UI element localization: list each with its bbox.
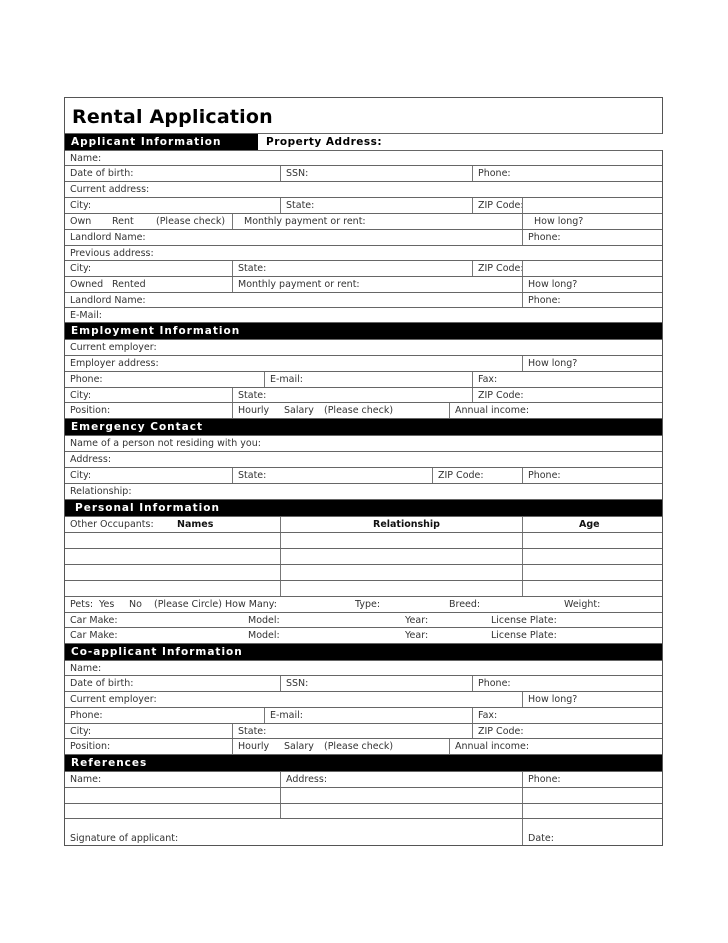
section-title: Emergency Contact <box>71 421 203 433</box>
year-label: Year: <box>405 615 429 626</box>
form-row <box>65 355 662 371</box>
name-field[interactable] <box>65 151 662 165</box>
phone-field[interactable] <box>65 708 264 723</box>
label: Relationship: <box>70 486 132 497</box>
pets-field[interactable] <box>65 597 662 612</box>
reference-phone-cell[interactable] <box>522 804 662 818</box>
label: City: <box>70 200 92 211</box>
form-row <box>65 339 662 355</box>
label: Position: <box>70 741 111 752</box>
label: City: <box>70 390 92 401</box>
label: Phone: <box>70 374 103 385</box>
city-field[interactable] <box>65 198 280 213</box>
form-row <box>65 292 662 307</box>
car-row <box>65 627 662 643</box>
label: Current employer: <box>70 694 157 705</box>
state-field[interactable] <box>232 724 472 738</box>
label: ZIP Code: <box>478 263 524 274</box>
zip-field[interactable] <box>472 724 662 738</box>
owned-option[interactable]: Owned <box>70 279 104 290</box>
reference-name-field[interactable] <box>65 772 280 787</box>
reference-phone-cell[interactable] <box>522 788 662 803</box>
section-header-personal <box>65 499 662 516</box>
form-row <box>65 213 662 229</box>
form-row <box>65 660 662 675</box>
hourly-option[interactable]: Hourly <box>238 405 270 416</box>
own-rent-check[interactable] <box>65 214 232 229</box>
state-field[interactable] <box>232 468 432 483</box>
label: How long? <box>534 216 584 227</box>
phone-field[interactable] <box>472 166 662 181</box>
section-header-employment <box>65 322 662 339</box>
annual-income-field[interactable] <box>449 739 662 754</box>
rented-option[interactable]: Rented <box>112 279 146 290</box>
page-title: Rental Application <box>72 106 273 128</box>
form-row <box>65 165 662 181</box>
fax-field[interactable] <box>472 372 662 387</box>
phone-field[interactable] <box>65 372 264 387</box>
pets-yes-option[interactable]: Yes <box>99 599 115 610</box>
occupant-age-cell[interactable] <box>522 565 662 580</box>
label: Landlord Name: <box>70 295 146 306</box>
label: State: <box>238 263 267 274</box>
year-label: Year: <box>405 630 429 641</box>
position-field[interactable] <box>65 403 232 418</box>
previous-address-field[interactable] <box>65 246 662 260</box>
reference-row <box>65 787 662 803</box>
label: Current address: <box>70 184 150 195</box>
label: E-mail: <box>270 374 303 385</box>
license-label: License Plate: <box>491 630 557 641</box>
occupant-relationship-cell[interactable] <box>280 581 522 596</box>
form-row <box>65 738 662 754</box>
label: Previous address: <box>70 248 154 259</box>
model-label: Model: <box>248 615 280 626</box>
label: Annual income: <box>455 405 530 416</box>
occupant-relationship-cell[interactable] <box>280 549 522 564</box>
section-header-references <box>65 754 662 771</box>
label: ZIP Code: <box>478 200 524 211</box>
reference-row <box>65 771 662 787</box>
pets-no-option[interactable]: No <box>129 599 142 610</box>
zip-field[interactable] <box>432 468 522 483</box>
label: Date: <box>528 833 554 844</box>
label: Employer address: <box>70 358 159 369</box>
form-row <box>65 675 662 691</box>
occupants-names-header <box>65 517 280 532</box>
signature-row <box>65 818 662 845</box>
city-field[interactable] <box>65 724 232 738</box>
label: Phone: <box>478 168 511 179</box>
label: Current employer: <box>70 342 157 353</box>
label: Address: <box>286 774 328 785</box>
label: Name of a person not residing with you: <box>70 438 261 449</box>
section-header-emergency <box>65 418 662 435</box>
occupant-name-cell[interactable] <box>65 581 280 596</box>
relationship-field[interactable] <box>65 484 662 499</box>
section-title: Co-applicant Information <box>71 646 243 658</box>
section-title: Personal Information <box>75 502 220 514</box>
label: Name: <box>70 774 102 785</box>
dob-field[interactable] <box>65 676 280 691</box>
salary-option[interactable]: Salary <box>284 405 314 416</box>
section-header-coapplicant <box>65 643 662 660</box>
label: Date of birth: <box>70 168 134 179</box>
label: SSN: <box>286 168 309 179</box>
form-row <box>65 483 662 499</box>
how-long-field[interactable] <box>522 356 662 371</box>
reference-address-field[interactable] <box>280 772 522 787</box>
section-title: Applicant Information <box>71 136 222 148</box>
current-address-field[interactable] <box>65 182 662 197</box>
date-field[interactable] <box>522 819 662 845</box>
label: State: <box>238 726 267 737</box>
form-row <box>65 245 662 260</box>
city-field[interactable] <box>65 388 232 402</box>
label: Annual income: <box>455 741 530 752</box>
position-field[interactable] <box>65 739 232 754</box>
form-row <box>65 691 662 707</box>
employer-address-field[interactable] <box>65 356 522 371</box>
car-field[interactable] <box>65 628 662 643</box>
occupants-header-row <box>65 516 662 532</box>
label: Name: <box>70 153 102 164</box>
car-field[interactable] <box>65 613 662 627</box>
form-row <box>65 707 662 723</box>
signature-field[interactable] <box>65 819 522 845</box>
how-long-field[interactable] <box>522 214 662 229</box>
form-row <box>65 387 662 402</box>
occupant-name-cell[interactable] <box>65 549 280 564</box>
occupant-name-cell[interactable] <box>65 533 280 548</box>
label: Date of birth: <box>70 678 134 689</box>
form-row <box>65 402 662 418</box>
reference-name-cell[interactable] <box>65 788 280 803</box>
reference-phone-field[interactable] <box>522 772 662 787</box>
label: How long? <box>528 279 578 290</box>
email-field[interactable] <box>264 372 472 387</box>
reference-name-cell[interactable] <box>65 804 280 818</box>
form-row <box>65 307 662 322</box>
check-note: (Please check) <box>324 741 394 752</box>
label: State: <box>238 470 267 481</box>
label: How long? <box>528 358 578 369</box>
form-row <box>65 197 662 213</box>
label: ZIP Code: <box>478 390 524 401</box>
label: E-mail: <box>270 710 303 721</box>
label: Fax: <box>478 710 498 721</box>
label: Fax: <box>478 374 498 385</box>
salary-option[interactable]: Salary <box>284 741 314 752</box>
pay-type-check[interactable] <box>232 403 449 418</box>
label: Name: <box>70 663 102 674</box>
phone-field[interactable] <box>472 676 662 691</box>
property-address-field[interactable] <box>257 134 663 150</box>
label: Address: <box>70 454 112 465</box>
label: City: <box>70 263 92 274</box>
city-field[interactable] <box>65 261 232 276</box>
dob-field[interactable] <box>65 166 280 181</box>
relationship-header: Relationship <box>280 517 522 532</box>
label: Phone: <box>478 678 511 689</box>
annual-income-field[interactable] <box>449 403 662 418</box>
landlord-phone-field[interactable] <box>522 230 662 245</box>
label: Phone: <box>528 470 561 481</box>
occupant-relationship-cell[interactable] <box>280 533 522 548</box>
form-row <box>65 229 662 245</box>
car-make-label: Car Make: <box>70 630 118 641</box>
phone-field[interactable] <box>522 468 662 483</box>
blank-cell[interactable] <box>522 261 662 276</box>
zip-field[interactable] <box>472 261 522 276</box>
type-label: Type: <box>355 599 381 610</box>
breed-label: Breed: <box>449 599 481 610</box>
label: Phone: <box>70 710 103 721</box>
landlord-phone-field[interactable] <box>522 293 662 307</box>
label: Monthly payment or rent: <box>238 279 360 290</box>
occupant-row <box>65 580 662 596</box>
reference-address-cell[interactable] <box>280 788 522 803</box>
state-field[interactable] <box>232 261 472 276</box>
landlord-field[interactable] <box>65 230 522 245</box>
form-row <box>65 451 662 467</box>
occupant-row <box>65 532 662 548</box>
pets-row <box>65 596 662 612</box>
car-row <box>65 612 662 627</box>
zip-field[interactable] <box>472 388 662 402</box>
occupant-age-cell[interactable] <box>522 533 662 548</box>
occupant-relationship-cell[interactable] <box>280 565 522 580</box>
label: ZIP Code: <box>478 726 524 737</box>
occupant-age-cell[interactable] <box>522 581 662 596</box>
zip-field[interactable] <box>472 198 522 213</box>
label: Other Occupants: <box>70 519 154 530</box>
label: How long? <box>528 694 578 705</box>
label: Position: <box>70 405 111 416</box>
occupant-row <box>65 564 662 580</box>
occupant-age-cell[interactable] <box>522 549 662 564</box>
own-option[interactable]: Own <box>70 216 92 227</box>
current-employer-field[interactable] <box>65 692 522 707</box>
how-long-field[interactable] <box>522 277 662 292</box>
hourly-option[interactable]: Hourly <box>238 741 270 752</box>
landlord-field[interactable] <box>65 293 522 307</box>
rent-option[interactable]: Rent <box>112 216 134 227</box>
label: ZIP Code: <box>438 470 484 481</box>
label: City: <box>70 470 92 481</box>
label: State: <box>286 200 315 211</box>
label: City: <box>70 726 92 737</box>
label: Signature of applicant: <box>70 833 179 844</box>
label: Landlord Name: <box>70 232 146 243</box>
label: Phone: <box>528 295 561 306</box>
state-field[interactable] <box>280 198 472 213</box>
monthly-payment-field[interactable] <box>232 214 522 229</box>
form-row <box>65 467 662 483</box>
form-row <box>65 371 662 387</box>
section-header-applicant <box>65 133 662 150</box>
weight-label: Weight: <box>564 599 601 610</box>
emergency-name-field[interactable] <box>65 436 662 451</box>
section-title: Employment Information <box>71 325 241 337</box>
ssn-field[interactable] <box>280 676 472 691</box>
how-long-field[interactable] <box>522 692 662 707</box>
age-header: Age <box>522 517 662 532</box>
form-row <box>65 435 662 451</box>
name-field[interactable] <box>65 661 662 675</box>
form-row <box>65 181 662 197</box>
rental-application-form <box>64 97 663 846</box>
reference-row <box>65 803 662 818</box>
reference-address-cell[interactable] <box>280 804 522 818</box>
monthly-payment-field[interactable] <box>232 277 522 292</box>
pay-type-check[interactable] <box>232 739 449 754</box>
label: Monthly payment or rent: <box>244 216 366 227</box>
label: State: <box>238 390 267 401</box>
form-row <box>65 276 662 292</box>
check-note: (Please check) <box>324 405 394 416</box>
label: Phone: <box>528 774 561 785</box>
email-field[interactable] <box>65 308 662 322</box>
form-row <box>65 723 662 738</box>
occupant-row <box>65 548 662 564</box>
state-field[interactable] <box>232 388 472 402</box>
car-make-label: Car Make: <box>70 615 118 626</box>
model-label: Model: <box>248 630 280 641</box>
fax-field[interactable] <box>472 708 662 723</box>
current-employer-field[interactable] <box>65 340 662 355</box>
section-title: References <box>71 757 148 769</box>
license-label: License Plate: <box>491 615 557 626</box>
pets-label: Pets: <box>70 599 94 610</box>
form-row <box>65 150 662 165</box>
circle-note: (Please Circle) <box>154 599 222 610</box>
owned-rented-check[interactable] <box>65 277 232 292</box>
names-header: Names <box>177 519 214 530</box>
label: Phone: <box>528 232 561 243</box>
blank-cell[interactable] <box>522 198 662 213</box>
how-many-label: How Many: <box>225 599 277 610</box>
occupant-name-cell[interactable] <box>65 565 280 580</box>
property-address-label: Property Address: <box>266 136 383 148</box>
label: SSN: <box>286 678 309 689</box>
check-note: (Please check) <box>156 216 226 227</box>
label: E-Mail: <box>70 310 102 321</box>
address-field[interactable] <box>65 452 662 467</box>
email-field[interactable] <box>264 708 472 723</box>
ssn-field[interactable] <box>280 166 472 181</box>
form-row <box>65 260 662 276</box>
city-field[interactable] <box>65 468 232 483</box>
